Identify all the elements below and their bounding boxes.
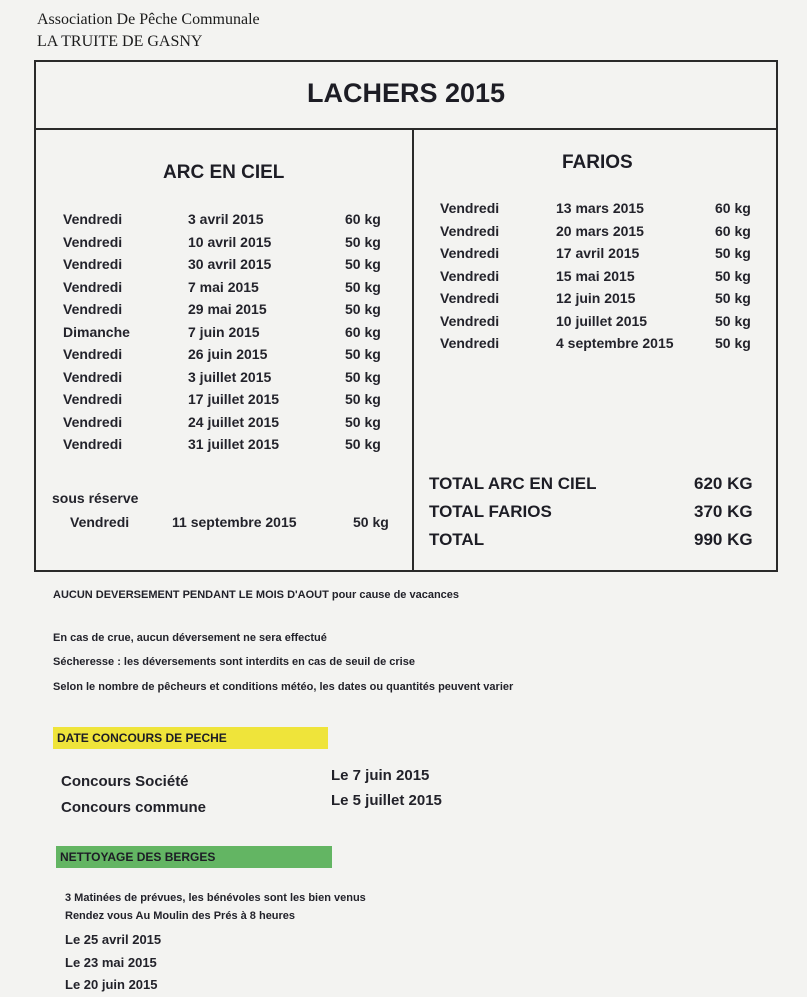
arc-row-qty: 50 kg xyxy=(345,391,381,407)
reserve-qty: 50 kg xyxy=(353,514,389,530)
arc-row-day: Vendredi xyxy=(63,413,123,430)
farios-row-date: 15 mai 2015 xyxy=(556,267,635,284)
column-divider xyxy=(412,128,414,570)
total-value: 620 KG xyxy=(694,474,753,493)
total-label: TOTAL xyxy=(429,530,485,549)
arc-row-date: 29 mai 2015 xyxy=(188,301,267,317)
concours-heading: DATE CONCOURS DE PECHE xyxy=(53,727,328,749)
nettoyage-date-2: Le 23 mai 2015 xyxy=(65,955,157,970)
concours-commune-label: Concours commune xyxy=(61,799,207,816)
farios-row-date: 12 juin 2015 xyxy=(556,290,636,306)
table-title-bar xyxy=(36,62,776,130)
note-meteo: Selon le nombre de pêcheurs et conditions météo, les dates ou quantités peuvent varier xyxy=(53,681,514,693)
arc-row-day: Vendredi xyxy=(63,391,123,407)
total-label: TOTAL FARIOS xyxy=(429,502,552,521)
farios-row-qty: 50 kg xyxy=(715,245,751,261)
arc-row-day: Dimanche xyxy=(63,323,130,340)
association-name: Association De Pêche Communale xyxy=(37,11,260,28)
arc-row-date: 3 juillet 2015 xyxy=(188,368,272,385)
arc-row-day: Vendredi xyxy=(63,368,123,385)
arc-row-qty: 50 kg xyxy=(345,256,381,272)
arc-row-date: 24 juillet 2015 xyxy=(188,413,280,430)
arc-row-qty: 60 kg xyxy=(345,211,381,227)
farios-row-qty: 50 kg xyxy=(715,290,751,306)
farios-row-date: 10 juillet 2015 xyxy=(556,312,648,329)
farios-row-day: Vendredi xyxy=(440,290,500,306)
nettoyage-line2: Rendez vous Au Moulin des Prés à 8 heures xyxy=(65,910,296,922)
arc-row-day: Vendredi xyxy=(63,301,123,317)
arc-row-qty: 50 kg xyxy=(345,278,381,295)
arc-row-day: Vendredi xyxy=(63,256,123,272)
reserve-date: 11 septembre 2015 xyxy=(172,514,297,530)
concours-societe-label: Concours Société xyxy=(61,773,189,790)
farios-row-day: Vendredi xyxy=(440,312,500,329)
arc-row-date: 30 avril 2015 xyxy=(188,256,272,272)
table-title: LACHERS 2015 xyxy=(306,78,506,108)
arc-row-day: Vendredi xyxy=(63,278,123,295)
farios-row-date: 13 mars 2015 xyxy=(556,200,644,216)
farios-row-qty: 50 kg xyxy=(715,267,751,284)
nettoyage-heading: NETTOYAGE DES BERGES xyxy=(56,846,332,868)
farios-row-date: 4 septembre 2015 xyxy=(556,335,674,351)
arc-row-date: 3 avril 2015 xyxy=(188,211,264,227)
arc-row-qty: 50 kg xyxy=(345,436,381,452)
club-name: LA TRUITE DE GASNY xyxy=(37,33,203,50)
farios-row-day: Vendredi xyxy=(440,245,500,261)
farios-heading: FARIOS xyxy=(562,152,633,173)
farios-row-qty: 60 kg xyxy=(715,222,751,239)
lachers-table xyxy=(34,60,778,572)
arc-row-date: 17 juillet 2015 xyxy=(188,391,280,407)
nettoyage-line1: 3 Matinées de prévues, les bénévoles sont les bien venus xyxy=(65,892,366,904)
farios-row-qty: 50 kg xyxy=(715,335,751,351)
arc-row-qty: 50 kg xyxy=(345,368,381,385)
note-secheresse: Sécheresse : les déversements sont interdits en cas de seuil de crise xyxy=(53,656,415,668)
nettoyage-date-1: Le 25 avril 2015 xyxy=(65,932,162,947)
arc-row-day: Vendredi xyxy=(63,436,123,452)
arc-row-qty: 50 kg xyxy=(345,301,381,317)
concours-societe-date: Le 7 juin 2015 xyxy=(331,767,430,784)
arc-row-date: 26 juin 2015 xyxy=(188,346,268,362)
arc-row-qty: 50 kg xyxy=(345,413,381,430)
total-value: 990 KG xyxy=(694,530,753,549)
reserve-day: Vendredi xyxy=(70,514,130,530)
total-label: TOTAL ARC EN CIEL xyxy=(429,474,597,493)
arc-row-date: 31 juillet 2015 xyxy=(188,436,280,452)
arc-row-date: 7 mai 2015 xyxy=(188,278,259,295)
farios-row-qty: 50 kg xyxy=(715,312,751,329)
sous-reserve-label: sous réserve xyxy=(52,490,139,506)
arc-row-day: Vendredi xyxy=(63,346,123,362)
farios-row-day: Vendredi xyxy=(440,267,500,284)
farios-row-day: Vendredi xyxy=(440,222,500,239)
arc-row-qty: 50 kg xyxy=(345,233,381,250)
arc-en-ciel-heading: ARC EN CIEL xyxy=(163,162,285,183)
farios-row-day: Vendredi xyxy=(440,200,500,216)
note-crue: En cas de crue, aucun déversement ne sera effectué xyxy=(53,632,327,644)
total-value: 370 KG xyxy=(694,502,753,521)
farios-row-date: 20 mars 2015 xyxy=(556,222,644,239)
arc-row-day: Vendredi xyxy=(63,233,123,250)
arc-row-day: Vendredi xyxy=(63,211,123,227)
concours-commune-date: Le 5 juillet 2015 xyxy=(331,792,442,809)
farios-row-date: 17 avril 2015 xyxy=(556,245,640,261)
arc-row-date: 10 avril 2015 xyxy=(188,233,272,250)
arc-row-qty: 50 kg xyxy=(345,346,381,362)
nettoyage-date-3: Le 20 juin 2015 xyxy=(65,977,158,992)
farios-row-day: Vendredi xyxy=(440,335,500,351)
arc-row-date: 7 juin 2015 xyxy=(188,323,260,340)
arc-row-qty: 60 kg xyxy=(345,323,381,340)
note-aout: AUCUN DEVERSEMENT PENDANT LE MOIS D'AOUT pour cause de vacances xyxy=(53,589,460,601)
farios-row-qty: 60 kg xyxy=(715,200,751,216)
